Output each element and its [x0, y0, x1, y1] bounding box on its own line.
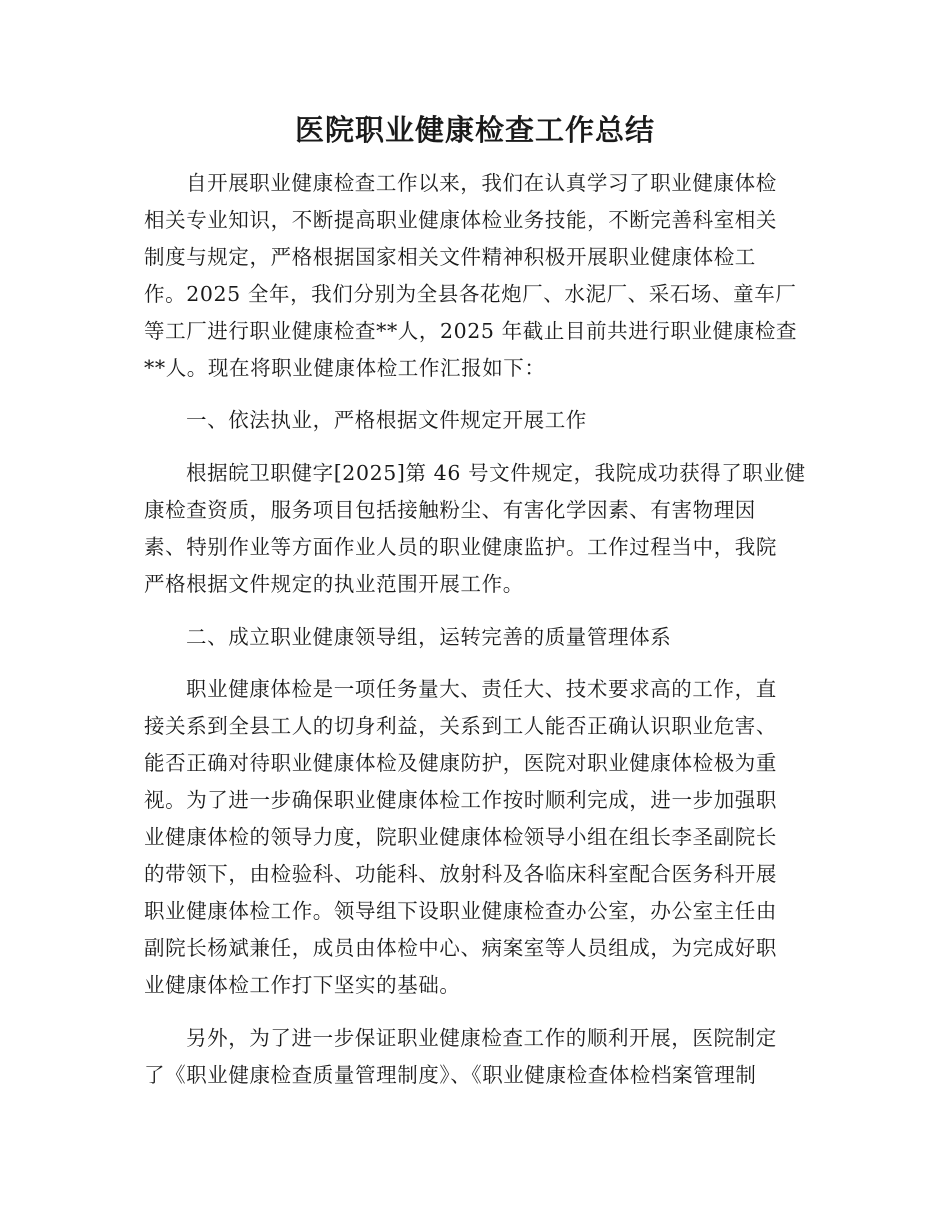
- document-title: 医院职业健康检查工作总结: [294, 113, 655, 147]
- paragraph-3-line-8: 副院长杨斌兼任，成员由体检中心、病案室等人员组成，为完成好职: [144, 936, 777, 960]
- paragraph-1-line-4: 作。2025 全年，我们分别为全县各花炮厂、水泥厂、采石场、童车厂: [144, 282, 797, 306]
- paragraph-2-line-4: 严格根据文件规定的执业范围开展工作。: [144, 572, 524, 596]
- paragraph-1-line-3: 制度与规定，严格根据国家相关文件精神积极开展职业健康体检工: [144, 245, 756, 269]
- paragraph-3-line-6: 的带领下，由检验科、功能科、放射科及各临床科室配合医务科开展: [144, 862, 777, 886]
- section-heading-2: 二、成立职业健康领导组，运转完善的质量管理体系: [186, 625, 672, 649]
- paragraph-4-line-2: 了《职业健康检查质量管理制度》、《职业健康检查体检档案管理制: [144, 1063, 757, 1087]
- paragraph-2-line-3: 素、特别作业等方面作业人员的职业健康监护。工作过程当中，我院: [144, 535, 777, 559]
- paragraph-3-line-4: 视。为了进一步确保职业健康体检工作按时顺利完成，进一步加强职: [144, 788, 777, 812]
- paragraph-1-line-5: 等工厂进行职业健康检查**人，2025 年截止目前共进行职业健康检查: [144, 319, 798, 343]
- paragraph-3-line-7: 职业健康体检工作。领导组下设职业健康检查办公室，办公室主任由: [144, 899, 777, 923]
- section-heading-1: 一、依法执业，严格根据文件规定开展工作: [186, 408, 587, 432]
- paragraph-3-line-2: 接关系到全县工人的切身利益，关系到工人能否正确认识职业危害、: [144, 714, 777, 738]
- paragraph-3-line-3: 能否正确对待职业健康体检及健康防护，医院对职业健康体检极为重: [144, 751, 777, 775]
- paragraph-3-line-9: 业健康体检工作打下坚实的基础。: [144, 973, 461, 997]
- paragraph-1-line-2: 相关专业知识，不断提高职业健康体检业务技能，不断完善科室相关: [144, 208, 777, 232]
- paragraph-2-line-2: 康检查资质，服务项目包括接触粉尘、有害化学因素、有害物理因: [144, 498, 756, 522]
- paragraph-2-line-1: 根据皖卫职健字[2025]第 46 号文件规定，我院成功获得了职业健: [186, 461, 806, 485]
- paragraph-1-line-6: **人。现在将职业健康体检工作汇报如下：: [144, 356, 546, 380]
- paragraph-4-line-1: 另外，为了进一步保证职业健康检查工作的顺利开展，医院制定: [186, 1026, 777, 1050]
- paragraph-3-line-5: 业健康体检的领导力度，院职业健康体检领导小组在组长李圣副院长: [144, 825, 777, 849]
- paragraph-3-line-1: 职业健康体检是一项任务量大、责任大、技术要求高的工作，直: [186, 677, 777, 701]
- paragraph-1-line-1: 自开展职业健康检查工作以来，我们在认真学习了职业健康体检: [186, 171, 777, 195]
